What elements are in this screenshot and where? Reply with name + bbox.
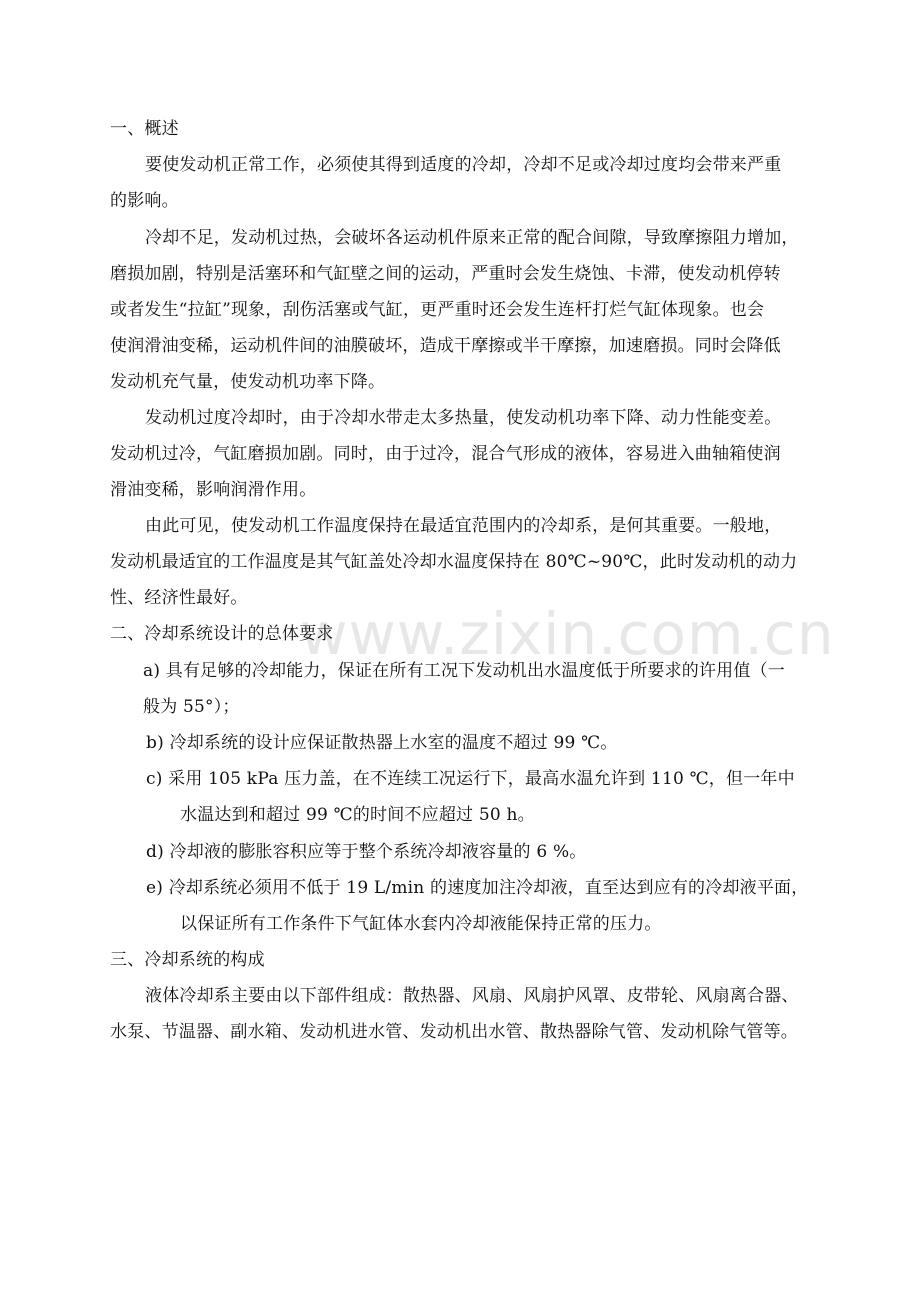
paragraph-line: 发动机过冷，气缸磨损加剧。同时，由于过冷，混合气形成的液体，容易进入曲轴箱使润 bbox=[110, 444, 781, 464]
paragraph-line: 冷却不足，发动机过热，会破坏各运动机件原来正常的配合间隙，导致摩擦阻力增加， bbox=[145, 228, 799, 248]
paragraph-line: 由此可见，使发动机工作温度保持在最适宜范围内的冷却系，是何其重要。一般地， bbox=[145, 516, 782, 536]
paragraph-line: 发动机充气量，使发动机功率下降。 bbox=[110, 372, 386, 392]
list-item-e: e) 冷却系统必须用不低于 19 L/min 的速度加注冷却液，直至达到应有的冷却液平面， bbox=[146, 878, 809, 898]
list-item-a: a) 具有足够的冷却能力，保证在所有工况下发动机出水温度低于所要求的许用值（一 bbox=[143, 661, 785, 681]
paragraph-line: 或者发生“拉缸”现象，刮伤活塞或气缸，更严重时还会发生连杆打烂气缸体现象。也会 bbox=[110, 300, 765, 320]
section-heading-composition: 三、冷却系统的构成 bbox=[110, 950, 265, 970]
list-item-d: d) 冷却液的膨胀容积应等于整个系统冷却液容量的 6 %。 bbox=[146, 842, 587, 862]
watermark: www.zixin.com.cn bbox=[300, 600, 835, 668]
paragraph-line: 滑油变稀，影响润滑作用。 bbox=[110, 480, 317, 500]
paragraph-line: 水泵、节温器、副水箱、发动机进水管、发动机出水管、散热器除气管、发动机除气管等。 bbox=[110, 1022, 798, 1042]
paragraph-line: 发动机最适宜的工作温度是其气缸盖处冷却水温度保持在 80℃~90℃，此时发动机的动力 bbox=[110, 552, 798, 572]
paragraph-line: 性、经济性最好。 bbox=[110, 588, 248, 608]
paragraph-line: 要使发动机正常工作，必须使其得到适度的冷却，冷却不足或冷却过度均会带来严重 bbox=[145, 155, 782, 175]
list-item-e-continued: 以保证所有工作条件下气缸体水套内冷却液能保持正常的压力。 bbox=[180, 914, 662, 934]
paragraph-line: 发动机过度冷却时，由于冷却水带走太多热量，使发动机功率下降、动力性能变差。 bbox=[145, 408, 782, 428]
paragraph-line: 液体冷却系主要由以下部件组成：散热器、风扇、风扇护风罩、皮带轮、风扇离合器、 bbox=[145, 986, 799, 1006]
paragraph-line: 磨损加剧，特别是活塞环和气缸壁之间的运动，严重时会发生烧蚀、卡滞，使发动机停转 bbox=[110, 264, 781, 284]
list-item-b: b) 冷却系统的设计应保证散热器上水室的温度不超过 99 ℃。 bbox=[146, 733, 618, 753]
list-item-c: c) 采用 105 kPa 压力盖，在不连续工况运行下，最高水温允许到 110 ℃，但一年中 bbox=[146, 769, 795, 789]
list-item-c-continued: 水温达到和超过 99 ℃的时间不应超过 50 h。 bbox=[180, 805, 535, 825]
list-item-a-continued: 般为 55°）； bbox=[143, 697, 240, 717]
section-heading-overview: 一、概述 bbox=[110, 119, 179, 139]
paragraph-line: 使润滑油变稀，运动机件间的油膜破坏，造成干摩擦或半干摩擦，加速磨损。同时会降低 bbox=[110, 336, 781, 356]
paragraph-line: 的影响。 bbox=[110, 191, 179, 211]
section-heading-requirements: 二、冷却系统设计的总体要求 bbox=[110, 624, 334, 644]
